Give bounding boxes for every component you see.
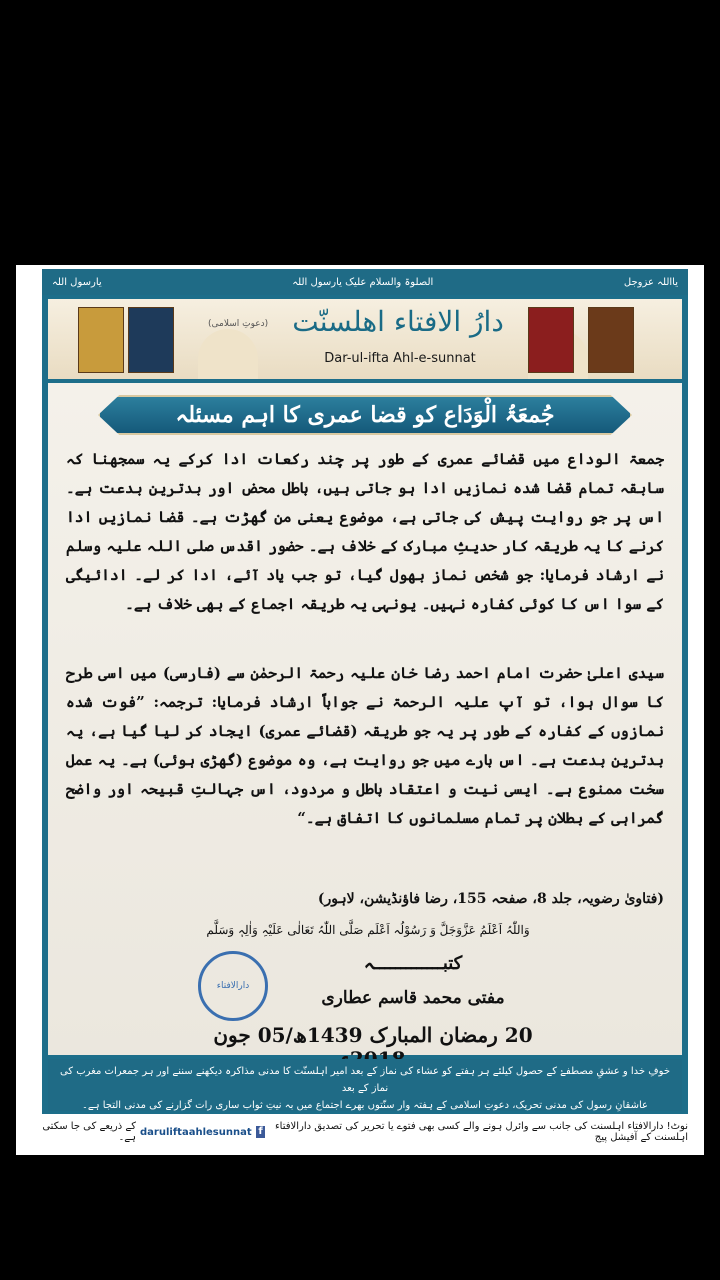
book-icon [528, 307, 574, 373]
closing-dua: وَاللّٰہُ اَعْلَمُ عَزَّوَجَلَّ وَ رَسُوْلُہ اَعْلَم صَلَّی اللّٰہُ تَعَالٰی عَلَیْہِ وَاٰلِہٖ وَسَلَّم [206, 923, 530, 937]
facebook-icon: f [256, 1126, 266, 1138]
fatwa-frame [42, 269, 688, 1114]
fatwa-body [48, 383, 682, 1055]
header-bar [42, 269, 688, 295]
mufti-name: مفتی محمد قاسم عطاری [321, 988, 505, 1008]
seal-stamp-icon: دارالافتاء [198, 951, 268, 1021]
header-right-text: یااللہ عزوجل [623, 276, 678, 288]
paragraph-2: سیدی اعلیٰ حضرت امام احمد رضا خان علیہ رحمۃ الرحمٰن سے (فارسی) میں اسی طرح کا سوال ہوا، تو آپ علیہ الرحمۃ نے جواباً ارشاد فرمایا: ترجمہ: ”فوت شدہ نمازوں کے کفارہ کے طور پر یہ جو طریقہ (قضائے عمری) ایجاد کر لیا گیا ہے، یہ بدترین بدعت ہے۔ اس بارے میں جو روایت ہے، وہ موضوع (گھڑی ہوئی) ہے۔ یہ عمل سخت ممنوع ہے۔ ایسی نیت و اعتقاد باطل و مردود، اس جہالتِ قبیحہ اور واضح گمراہی کے بطلان پر تمام مسلمانوں کا اتفاق ہے۔“ [66, 664, 664, 827]
verification-note [42, 1122, 688, 1142]
logo-banner [48, 299, 682, 379]
logo-english: Dar-ul-ifta Ahl-e-sunnat [324, 351, 476, 366]
facebook-handle-link[interactable]: daruliftaahlesunnat [140, 1126, 252, 1138]
footer-line-1: خوفِ خدا و عشقِ مصطفےٰ کے حصول کیلئے ہر ہفتے کو عشاء کی نماز کے بعد امیر اہلسنّت کا مدنی مذاکرہ دیکھنے سننے اور ہر جمعرات مغرب کی نماز کے بعد [59, 1066, 671, 1094]
book-icon [128, 307, 174, 373]
note-after: کے ذریعے کی جا سکتی ہے۔ [42, 1121, 137, 1143]
footer-bar [48, 1059, 682, 1111]
book-stand-icon [588, 307, 634, 373]
note-before: نوٹ! دارالافتاء اہلسنت کی جانب سے وائرل ہونے والے کسی بھی فتوے یا تحریر کی تصدیق دارالافتاء اہلسنت کے آفیشل پیج [274, 1121, 688, 1143]
header-center-text: الصلوۃ والسلام علیک یارسول اللہ [292, 276, 434, 288]
paragraph-1: جمعۃ الوداع میں قضائے عمری کے طور پر چند رکعات ادا کرکے یہ سمجھنا کہ سابقہ تمام قضا شدہ نمازیں ادا ہو جاتی ہیں، باطل محض اور بدترین بدعت ہے۔ اس پر جو روایت پیش کی جاتی ہے، موضوع یعنی من گھڑت ہے۔ قضا نمازیں ادا کرنے کا یہ طریقہ کار حدیثِ مبارک کے خلاف ہے۔ حضور اقدس صلی اللہ علیہ وسلم نے ارشاد فرمایا: جو شخص نماز بھول گیا، تو جب یاد آئے، ادا کر لے۔ ادائیگی کے سوا اس کا کوئی کفارہ نہیں۔ یونہی یہ طریقہ اجماع کے بھی خلاف ہے۔ [66, 450, 664, 613]
fatwa-date: 20 رمضان المبارک 1439ھ/05 جون [213, 1023, 533, 1047]
fatwa-sheet [16, 265, 704, 1155]
katabahu: کتبـــــــــــــہ [363, 953, 463, 974]
logo-arabic: دارُ الافتاء اھلسنّت [292, 305, 504, 338]
logo-sub: (دعوتِ اسلامی) [208, 319, 269, 329]
header-left-text: یارسول اللہ [52, 276, 102, 288]
footer-line-2: عاشقانِ رسول کی مدنی تحریک، دعوتِ اسلامی کے ہفتہ وار سنّتوں بھرے اجتماع میں بہ نیتِ ثواب ساری رات گزارنے کی مدنی التجا ہے۔ [81, 1100, 649, 1111]
reference: (فتاویٰ رضویہ، جلد 8، صفحہ 155، رضا فاؤنڈیشن، لاہور) [317, 891, 664, 907]
page-title: جُمعَۃُ الْوَدَاع کو قضا عمری کا اہم مسئلہ [175, 402, 555, 428]
book-icon [78, 307, 124, 373]
